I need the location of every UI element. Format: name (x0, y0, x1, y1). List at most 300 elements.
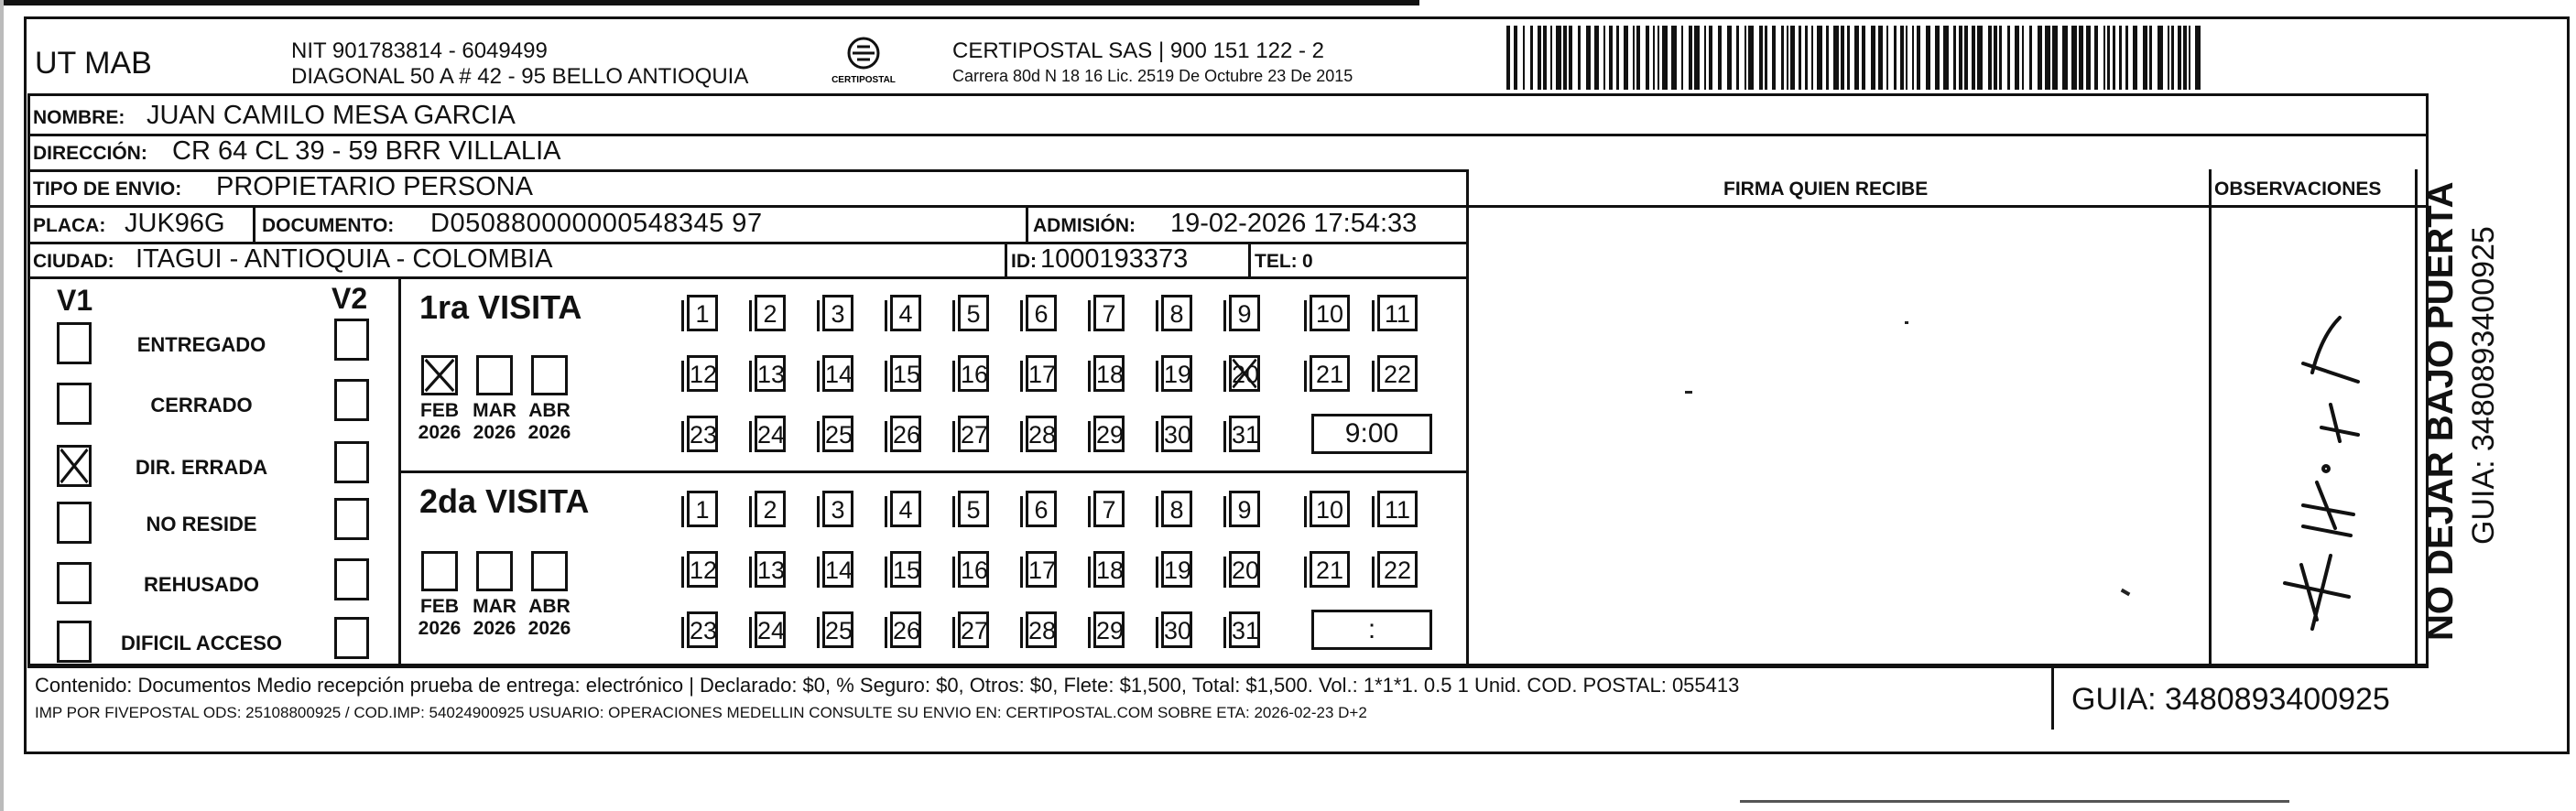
tel-label: TEL: (1255, 251, 1298, 272)
barcode-bar (2079, 26, 2083, 90)
first-day-box[interactable] (687, 355, 718, 392)
first-month-checkbox[interactable] (476, 355, 513, 395)
barcode-bar (2015, 26, 2019, 90)
certipostal-logo (831, 35, 896, 90)
day-number: 18 (1096, 361, 1125, 388)
second-day-box[interactable] (890, 551, 921, 588)
first-day-box[interactable] (687, 416, 718, 452)
barcode-bar (1943, 26, 1949, 90)
first-time-box[interactable]: 9:00 (1311, 414, 1432, 454)
v2-checkbox[interactable] (334, 498, 369, 540)
barcode-bar (1681, 26, 1683, 90)
barcode-bar (1514, 26, 1517, 90)
barcode-bar (1912, 26, 1914, 90)
first-day-box[interactable] (1161, 355, 1192, 392)
plate-label: PLACA: (33, 215, 106, 236)
status-option-label: DIR. ERRADA (135, 456, 268, 479)
second-day-box[interactable] (1377, 551, 1418, 588)
first-month-label: ABR (528, 400, 571, 421)
barcode-bar (1550, 26, 1552, 90)
second-day-box[interactable] (958, 611, 989, 648)
barcode-bar (1964, 26, 1968, 90)
barcode-bar (1833, 26, 1839, 90)
second-day-box[interactable] (687, 491, 718, 527)
barcode-bar (1538, 26, 1541, 90)
day-number: 24 (757, 617, 786, 644)
v2-checkbox[interactable] (334, 441, 369, 483)
day-number: 19 (1164, 361, 1192, 388)
barcode-bar (1624, 26, 1628, 90)
handwritten-note (2248, 281, 2386, 647)
barcode-bar (1935, 26, 1940, 90)
second-month-checkbox[interactable] (531, 551, 568, 591)
day-number: 24 (757, 421, 786, 449)
barcode-bar (1886, 26, 1888, 90)
address-label: DIRECCIÓN: (33, 143, 147, 164)
barcode-bar (1653, 26, 1655, 90)
day-number: 21 (1315, 557, 1344, 584)
barcode-bar (2168, 26, 2169, 90)
footer-guide: GUIA: 3480893400925 (2071, 682, 2390, 717)
day-number: 25 (825, 617, 853, 644)
day-number: 15 (893, 557, 921, 584)
first-year-label: 2026 (527, 422, 571, 443)
day-number: 14 (825, 557, 853, 584)
day-number: 16 (961, 557, 989, 584)
first-year-label: 2026 (473, 422, 516, 443)
barcode-bar (1689, 26, 1692, 90)
day-number: 29 (1096, 617, 1125, 644)
day-number: 8 (1169, 496, 1184, 524)
recipient-name: JUAN CAMILO MESA GARCIA (147, 101, 516, 130)
footer-contents: Contenido: Documentos Medio recepción prueba de entrega: electrónico | Declarado: $0, % Seguro: $0, Otros: $0, Flete: $1,500, Total: $1,500. Vol.: 1*1*1. 0.5 1 Unid. COD. POSTAL: 055413 (35, 674, 1740, 697)
day-number: 31 (1232, 421, 1260, 449)
document-label: DOCUMENTO: (262, 215, 395, 236)
status-option-label: CERRADO (150, 394, 253, 416)
barcode-bar (1616, 26, 1619, 90)
name-label: NOMBRE: (33, 107, 125, 128)
barcode-bar (1569, 26, 1572, 90)
second-day-box[interactable] (1093, 491, 1125, 527)
barcode-bar (1704, 26, 1706, 90)
barcode-bar (1523, 26, 1525, 90)
visit-divider (398, 470, 1469, 473)
observations-title: OBSERVACIONES (2214, 178, 2382, 200)
sender-nit: NIT 901783814 - 6049499 (291, 38, 548, 63)
day-number: 17 (1028, 361, 1057, 388)
first-day-box[interactable] (958, 416, 989, 452)
barcode-bar (2052, 26, 2058, 90)
first-day-box[interactable] (755, 355, 786, 392)
day-number: 10 (1315, 496, 1344, 524)
barcode-bar (1694, 26, 1700, 90)
second-day-box[interactable] (1026, 491, 1057, 527)
first-month-checkbox[interactable] (421, 355, 458, 395)
first-day-box[interactable] (822, 295, 853, 331)
day-number: 26 (893, 617, 921, 644)
barcode-bar (1871, 26, 1875, 90)
barcode-bar (2094, 26, 2098, 90)
day-number: 23 (690, 617, 718, 644)
barcode-bar (1609, 26, 1613, 90)
first-day-box[interactable] (1093, 295, 1125, 331)
barcode-bar (1894, 26, 1897, 90)
barcode-bar (1636, 26, 1640, 90)
recipient-address: CR 64 CL 39 - 59 BRR VILLALIA (172, 136, 561, 166)
first-day-box[interactable] (890, 295, 921, 331)
barcode-bar (1878, 26, 1883, 90)
x-mark-icon (1232, 358, 1260, 389)
barcode-bar (2195, 26, 2201, 90)
barcode-bar (1578, 26, 1581, 90)
admission-value: 19-02-2026 17:54:33 (1170, 209, 1418, 238)
day-number: 18 (1096, 557, 1125, 584)
second-day-box[interactable] (1229, 551, 1260, 588)
second-day-box[interactable] (822, 611, 853, 648)
barcode-bar (1854, 26, 1859, 90)
barcode-bar (1959, 26, 1962, 90)
barcode-bar (1603, 26, 1605, 90)
stray-mark (1905, 321, 1908, 324)
first-day-box[interactable] (1377, 355, 1418, 392)
barcode-bar (2107, 26, 2110, 90)
barcode-bar (2133, 26, 2137, 90)
second-day-box[interactable] (755, 491, 786, 527)
first-day-box[interactable] (1026, 355, 1057, 392)
barcode-bar (1862, 26, 1865, 90)
first-month-checkbox[interactable] (531, 355, 568, 395)
v2-checkbox[interactable] (334, 379, 369, 421)
second-year-label: 2026 (418, 618, 462, 639)
day-number: 15 (893, 361, 921, 388)
obs-right-line (2415, 169, 2418, 665)
first-month-label: MAR (473, 400, 516, 421)
admission-label: ADMISIÓN: (1033, 215, 1136, 236)
first-day-box[interactable] (1161, 416, 1192, 452)
barcode-bar (1999, 26, 2002, 90)
second-day-box[interactable] (1093, 551, 1125, 588)
barcode-bar (1506, 26, 1510, 90)
day-number: 1 (695, 300, 710, 328)
row-line-5 (27, 276, 1469, 279)
type-label: TIPO DE ENVIO: (33, 178, 182, 200)
v2-checkbox[interactable] (334, 558, 369, 600)
barcode-bar (1633, 26, 1635, 90)
barcode-bar (1718, 26, 1722, 90)
second-day-box[interactable] (1229, 611, 1260, 648)
first-day-box[interactable] (1093, 416, 1125, 452)
day-number: 28 (1028, 421, 1057, 449)
first-day-box[interactable] (1026, 295, 1057, 331)
day-number: 5 (966, 496, 981, 524)
barcode-bar (1805, 26, 1808, 90)
second-month-checkbox[interactable] (476, 551, 513, 591)
v2-header: V2 (332, 282, 368, 315)
x-mark-icon (424, 358, 455, 393)
second-day-box[interactable] (890, 491, 921, 527)
stray-mark (2121, 589, 2131, 596)
barcode-bar (1759, 26, 1763, 90)
barcode-bar (2178, 26, 2181, 90)
barcode-bar (1826, 26, 1829, 90)
second-day-box[interactable] (1377, 491, 1418, 527)
day-number: 12 (690, 361, 718, 388)
id-value: 1000193373 (1040, 244, 1189, 274)
second-day-box[interactable] (687, 551, 718, 588)
side-warning: NO DEJAR BAJO PUERTA (2420, 181, 2461, 641)
second-year-label: 2026 (527, 618, 571, 639)
barcode-bar (1736, 26, 1739, 90)
scan-bottom-edge (1740, 800, 2289, 803)
day-number: 2 (763, 496, 777, 524)
barcode-bar (1671, 26, 1677, 90)
first-day-box[interactable] (1093, 355, 1125, 392)
second-day-box[interactable] (958, 551, 989, 588)
v2-checkbox[interactable] (334, 319, 369, 361)
barcode-bar (1709, 26, 1712, 90)
first-day-box[interactable] (755, 295, 786, 331)
second-year-label: 2026 (473, 618, 516, 639)
signature-title: FIRMA QUIEN RECIBE (1723, 178, 1929, 200)
day-number: 7 (1102, 300, 1116, 328)
first-day-box[interactable] (687, 295, 718, 331)
barcode-bar (1972, 26, 1975, 90)
day-number: 5 (966, 300, 981, 328)
second-day-box[interactable] (822, 491, 853, 527)
day-number: 14 (825, 361, 853, 388)
day-number: 4 (898, 300, 913, 328)
day-number: 3 (831, 300, 845, 328)
second-month-label: FEB (420, 596, 459, 617)
barcode-bar (1745, 26, 1746, 90)
first-day-box[interactable] (822, 355, 853, 392)
day-number: 4 (898, 496, 913, 524)
day-number: 31 (1232, 617, 1260, 644)
first-day-box[interactable] (1229, 355, 1260, 392)
second-day-box[interactable] (890, 611, 921, 648)
barcode-bar (1787, 26, 1788, 90)
barcode-bar (1988, 26, 1992, 90)
city-label: CIUDAD: (33, 251, 114, 272)
first-day-box[interactable] (1310, 295, 1350, 331)
day-number: 10 (1315, 300, 1344, 328)
tel-value: 0 (1302, 251, 1313, 272)
barcode-bar (2171, 26, 2174, 90)
barcode-bar (2062, 26, 2068, 90)
sender-address: DIAGONAL 50 A # 42 - 95 BELLO ANTIOQUIA (291, 64, 749, 89)
second-month-label: ABR (528, 596, 571, 617)
day-number: 7 (1102, 496, 1116, 524)
v2-checkbox[interactable] (334, 617, 369, 659)
barcode-bar (2183, 26, 2187, 90)
first-day-box[interactable] (1377, 295, 1418, 331)
barcode-bar (1841, 26, 1844, 90)
observations-area[interactable] (2212, 208, 2415, 664)
footer-guide-divider (2051, 665, 2054, 730)
first-day-box[interactable] (890, 355, 921, 392)
barcode-bar (1790, 26, 1795, 90)
second-day-box[interactable] (1026, 611, 1057, 648)
barcode-bar (1727, 26, 1732, 90)
second-day-box[interactable] (1026, 551, 1057, 588)
day-number: 17 (1028, 557, 1057, 584)
plate-divider (253, 205, 255, 242)
second-visit-title: 2da VISITA (419, 482, 590, 520)
day-number: 20 (1232, 557, 1260, 584)
day-number: 27 (961, 421, 989, 449)
barcode-bar (2103, 26, 2105, 90)
stray-mark (1685, 391, 1692, 394)
barcode-bar (1662, 26, 1668, 90)
day-number: 27 (961, 617, 989, 644)
barcode-bar (1977, 26, 1983, 90)
status-option-label: ENTREGADO (136, 333, 266, 356)
day-number: 12 (690, 557, 718, 584)
second-month-checkbox[interactable] (421, 551, 458, 591)
second-day-box[interactable] (1161, 611, 1192, 648)
second-month-label: MAR (473, 596, 516, 617)
barcode-bar (1781, 26, 1784, 90)
barcode-bar (1543, 26, 1547, 90)
day-number: 30 (1164, 421, 1192, 449)
barcode-bar (1994, 26, 1997, 90)
status-option-label: REHUSADO (144, 573, 259, 596)
barcode-bar (2189, 26, 2190, 90)
barcode-bar (1917, 26, 1920, 90)
barcode-bar (1900, 26, 1904, 90)
barcode-bar (1799, 26, 1801, 90)
barcode-bar (1953, 26, 1956, 90)
day-number: 29 (1096, 421, 1125, 449)
barcode (1506, 26, 2202, 90)
plate-value: JUK96G (125, 209, 225, 238)
day-number: 9 (1237, 496, 1252, 524)
second-day-box[interactable] (1093, 611, 1125, 648)
second-day-box[interactable] (1310, 551, 1350, 588)
barcode-bar (1563, 26, 1567, 90)
barcode-bar (1658, 26, 1659, 90)
day-number: 25 (825, 421, 853, 449)
city-value: ITAGUI - ANTIOQUIA - COLOMBIA (136, 244, 553, 274)
second-day-box[interactable] (1161, 551, 1192, 588)
day-number: 6 (1034, 496, 1049, 524)
barcode-bar (1556, 26, 1561, 90)
day-number: 6 (1034, 300, 1049, 328)
first-day-box[interactable] (958, 355, 989, 392)
barcode-bar (2113, 26, 2115, 90)
first-day-box[interactable] (890, 416, 921, 452)
first-day-box[interactable] (1161, 295, 1192, 331)
first-day-box[interactable] (822, 416, 853, 452)
document-value: D050880000000548345 97 (430, 209, 763, 238)
day-number: 11 (1384, 496, 1411, 524)
admission-divider (1026, 205, 1028, 242)
v1-header: V1 (57, 284, 93, 317)
first-year-label: 2026 (418, 422, 462, 443)
footer-imp: IMP POR FIVEPOSTAL ODS: 25108800925 / COD.IMP: 54024900925 USUARIO: OPERACIONES MEDELLIN CONSULTE SU ENVIO EN: CERTIPOSTAL.COM SOBRE ETA: 2026-02-23 D+2 (35, 704, 1367, 721)
second-day-box[interactable] (958, 491, 989, 527)
barcode-bar (2007, 26, 2010, 90)
barcode-bar (1847, 26, 1850, 90)
tel-divider (1248, 242, 1251, 276)
signature-area[interactable] (1469, 208, 2207, 664)
day-number: 22 (1383, 557, 1412, 584)
status-option-label: DIFICIL ACCESO (120, 632, 282, 654)
id-divider (1005, 242, 1007, 276)
second-day-box[interactable] (1310, 491, 1350, 527)
day-number: 8 (1169, 300, 1184, 328)
barcode-bar (2125, 26, 2128, 90)
scan-top-edge (0, 0, 1419, 5)
first-day-box[interactable] (958, 295, 989, 331)
barcode-bar (2038, 26, 2042, 90)
barcode-bar (2143, 26, 2147, 90)
second-day-box[interactable] (687, 611, 718, 648)
footer-top-line (27, 665, 2429, 668)
first-day-box[interactable] (1026, 416, 1057, 452)
barcode-bar (2158, 26, 2163, 90)
day-number: 16 (961, 361, 989, 388)
day-number: 21 (1315, 361, 1344, 388)
barcode-bar (1772, 26, 1776, 90)
barcode-bar (1765, 26, 1767, 90)
second-day-box[interactable] (755, 611, 786, 648)
first-visit-title: 1ra VISITA (419, 288, 582, 326)
first-day-box[interactable] (1229, 295, 1260, 331)
barcode-bar (2022, 26, 2024, 90)
first-day-box[interactable] (755, 416, 786, 452)
barcode-bar (1817, 26, 1822, 90)
first-day-box[interactable] (1229, 416, 1260, 452)
barcode-bar (2045, 26, 2050, 90)
side-guide: GUIA: 3480893400925 (2466, 226, 2501, 545)
second-day-box[interactable] (755, 551, 786, 588)
day-number: 22 (1383, 361, 1412, 388)
barcode-bar (2119, 26, 2122, 90)
day-number: 1 (695, 496, 710, 524)
first-day-box[interactable] (1310, 355, 1350, 392)
day-number: 11 (1384, 300, 1411, 328)
barcode-bar (1586, 26, 1591, 90)
barcode-bar (2149, 26, 2152, 90)
barcode-bar (2029, 26, 2032, 90)
day-number: 13 (757, 361, 786, 388)
second-day-box[interactable] (822, 551, 853, 588)
day-number: 13 (757, 557, 786, 584)
logo-text: CERTIPOSTAL (831, 75, 896, 85)
barcode-bar (1646, 26, 1649, 90)
day-number: 19 (1164, 557, 1192, 584)
day-number: 20 (1232, 361, 1260, 388)
carrier-license: Carrera 80d N 18 16 Lic. 2519 De Octubre 23 De 2015 (952, 67, 1353, 85)
second-time-box[interactable]: : (1311, 610, 1432, 650)
id-label: ID: (1011, 251, 1037, 272)
status-option-label: NO RESIDE (146, 513, 257, 535)
day-number: 2 (763, 300, 777, 328)
barcode-bar (2071, 26, 2077, 90)
second-day-box[interactable] (1229, 491, 1260, 527)
barcode-bar (1926, 26, 1930, 90)
barcode-bar (1748, 26, 1754, 90)
day-number: 30 (1164, 617, 1192, 644)
barcode-bar (1594, 26, 1599, 90)
barcode-bar (1906, 26, 1908, 90)
second-day-box[interactable] (1161, 491, 1192, 527)
shipment-type: PROPIETARIO PERSONA (216, 172, 533, 201)
day-number: 23 (690, 421, 718, 449)
day-number: 26 (893, 421, 921, 449)
carrier-name: CERTIPOSTAL SAS | 900 151 122 - 2 (952, 38, 1324, 63)
